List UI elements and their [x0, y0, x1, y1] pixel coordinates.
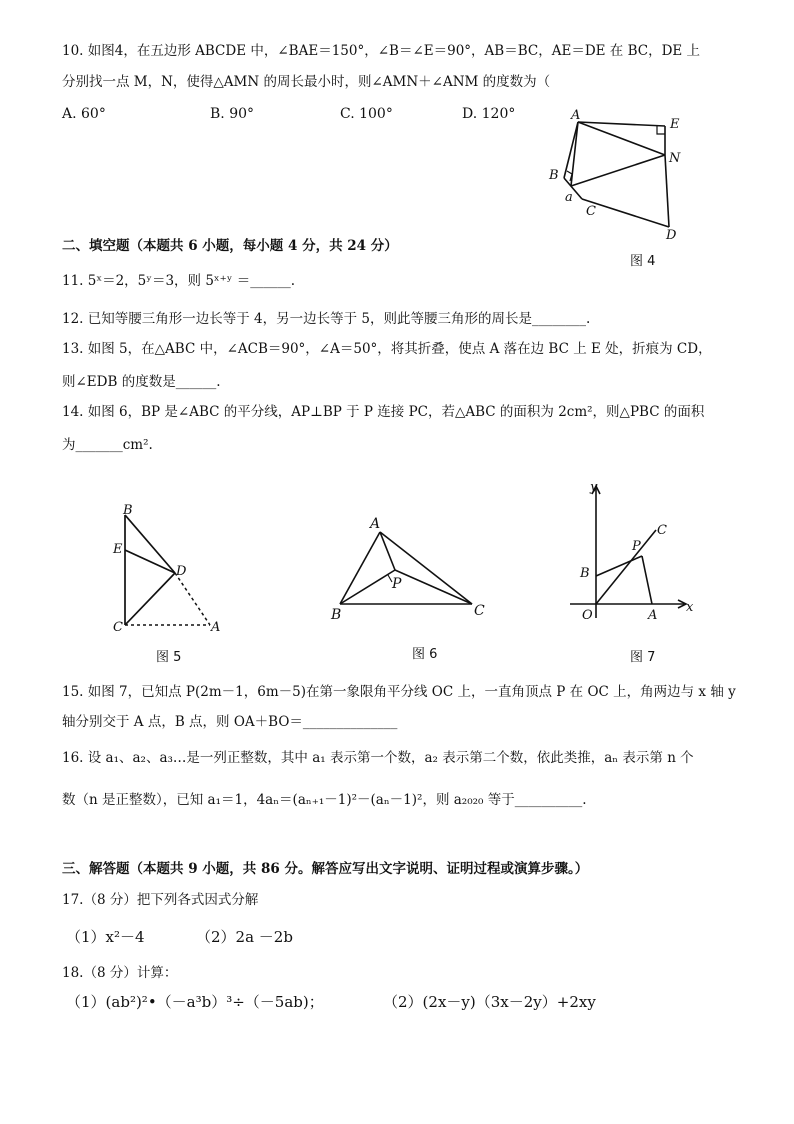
fig5-label-a: A	[211, 620, 221, 635]
fig7-label-b: B	[580, 566, 590, 581]
q18-part2: （2）(2x－y)（3x－2y）+2xy	[383, 993, 596, 1011]
fig7-label-c: C	[657, 523, 667, 538]
fig6-edge-ab	[340, 532, 380, 604]
q12: 12. 已知等腰三角形一边长等于 4，另一边长等于 5，则此等腰三角形的周长是________.	[62, 311, 591, 327]
fig7-label-o: O	[582, 608, 593, 623]
fig7-label-a: A	[648, 608, 658, 623]
q14-line2: 为_______cm².	[62, 437, 153, 453]
fig7-label-x: x	[686, 600, 694, 615]
fig4-edge-ba	[564, 122, 578, 178]
q17-part1: （1）x²－4	[66, 928, 145, 946]
fig6-label-a: A	[370, 516, 381, 532]
fig7-label-p: P	[632, 539, 641, 554]
section3-heading: 三、解答题（本题共 9 小题，共 86 分。解答应写出文字说明、证明过程或演算步骤。）	[62, 861, 589, 877]
fig6-segment-pc	[395, 570, 472, 604]
fig7-ray-oc	[596, 530, 656, 604]
fig4-label-m: a	[565, 190, 573, 205]
fig5-label-c: C	[113, 620, 123, 635]
fig5-label-d: D	[176, 564, 187, 579]
fig4-label-c: C	[586, 204, 596, 219]
q16-line2: 数（n 是正整数），已知 a₁＝1，4aₙ＝(aₙ₊₁－1)²－(aₙ－1)²，则 a₂₀₂₀ 等于__________.	[62, 792, 587, 808]
q13-line1: 13. 如图 5，在△ABC 中，∠ACB＝90°，∠A＝50°，将其折叠，使点 A 落在边 BC 上 E 处，折痕为 CD，	[62, 341, 712, 357]
fig4-segment-am	[571, 122, 578, 186]
fig4-label-a: A	[571, 108, 581, 123]
fig7-segment-bp	[596, 556, 642, 576]
section2-heading: 二、填空题（本题共 6 小题，每小题 4 分，共 24 分）	[62, 238, 398, 254]
q11: 11. 5ˣ＝2，5ʸ＝3，则 5ˣ⁺ʸ ＝______.	[62, 273, 296, 289]
fig5-label-b: B	[123, 503, 133, 518]
fig4-caption: 图 4	[630, 254, 656, 269]
fig4-right-angle-e	[657, 126, 665, 134]
q10-option-a: A. 60°	[62, 106, 106, 122]
q18-stem: 18.（8 分）计算：	[62, 965, 178, 981]
fig5-edge-da-dashed	[175, 573, 210, 625]
fig4-label-b: B	[549, 168, 559, 183]
fig4-label-n: N	[669, 151, 681, 166]
q17-stem: 17.（8 分）把下列各式因式分解	[62, 892, 259, 908]
fig4-edge-ae	[578, 122, 665, 126]
q10-line1: 10. 如图4，在五边形 ABCDE 中，∠BAE＝150°，∠B＝∠E＝90°，AB＝BC，AE＝DE 在 BC，DE 上	[62, 43, 701, 59]
fig4-label-e: E	[670, 117, 680, 132]
fig7-caption: 图 7	[630, 650, 656, 665]
fig4-segment-mn	[571, 155, 665, 186]
figure-5	[105, 500, 235, 640]
fig6-segment-bp	[340, 570, 395, 604]
q18-part1: （1）(ab²)²•（－a³b）³÷（－5ab)；	[66, 993, 324, 1011]
fig5-crease-cd	[125, 573, 175, 625]
fig7-segment-pa	[642, 556, 652, 604]
q17-part2: （2）2a －2b	[196, 928, 293, 946]
q10-line2: 分别找一点 M，N，使得△AMN 的周长最小时，则∠AMN＋∠ANM 的度数为（	[62, 74, 551, 90]
fig6-caption: 图 6	[412, 647, 438, 662]
figure-7	[560, 478, 700, 628]
fig7-label-y: y	[590, 480, 598, 495]
q14-line1: 14. 如图 6，BP 是∠ABC 的平分线，AP⊥BP 于 P 连接 PC，若△ABC 的面积为 2cm²，则△PBC 的面积	[62, 404, 705, 420]
fig6-label-c: C	[474, 603, 485, 619]
fig5-label-e: E	[113, 542, 123, 557]
q13-line2: 则∠EDB 的度数是______.	[62, 374, 221, 390]
q10-option-c: C. 100°	[340, 106, 393, 122]
q10-option-b: B. 90°	[210, 106, 255, 122]
figure-4	[540, 105, 690, 270]
figure-6	[330, 512, 500, 627]
fig6-label-p: P	[392, 576, 402, 592]
q10-option-d: D. 120°	[462, 106, 516, 122]
fig4-segment-an	[578, 122, 665, 155]
fig4-label-d: D	[666, 228, 677, 243]
fig5-edge-ed	[125, 550, 175, 573]
q15-line1: 15. 如图 7，已知点 P(2m－1，6m－5)在第一象限角平分线 OC 上，一直角顶点 P 在 OC 上，角两边与 x 轴 y	[62, 684, 736, 700]
fig5-caption: 图 5	[156, 650, 182, 665]
fig6-label-b: B	[331, 607, 342, 623]
q15-line2: 轴分别交于 A 点，B 点，则 OA＋BO＝______________	[62, 714, 398, 730]
fig5-edge-bd	[125, 515, 175, 573]
q16-line1: 16. 设 a₁、a₂、a₃…是一列正整数，其中 a₁ 表示第一个数，a₂ 表示第二个数，依此类推，aₙ 表示第 n 个	[62, 750, 694, 766]
